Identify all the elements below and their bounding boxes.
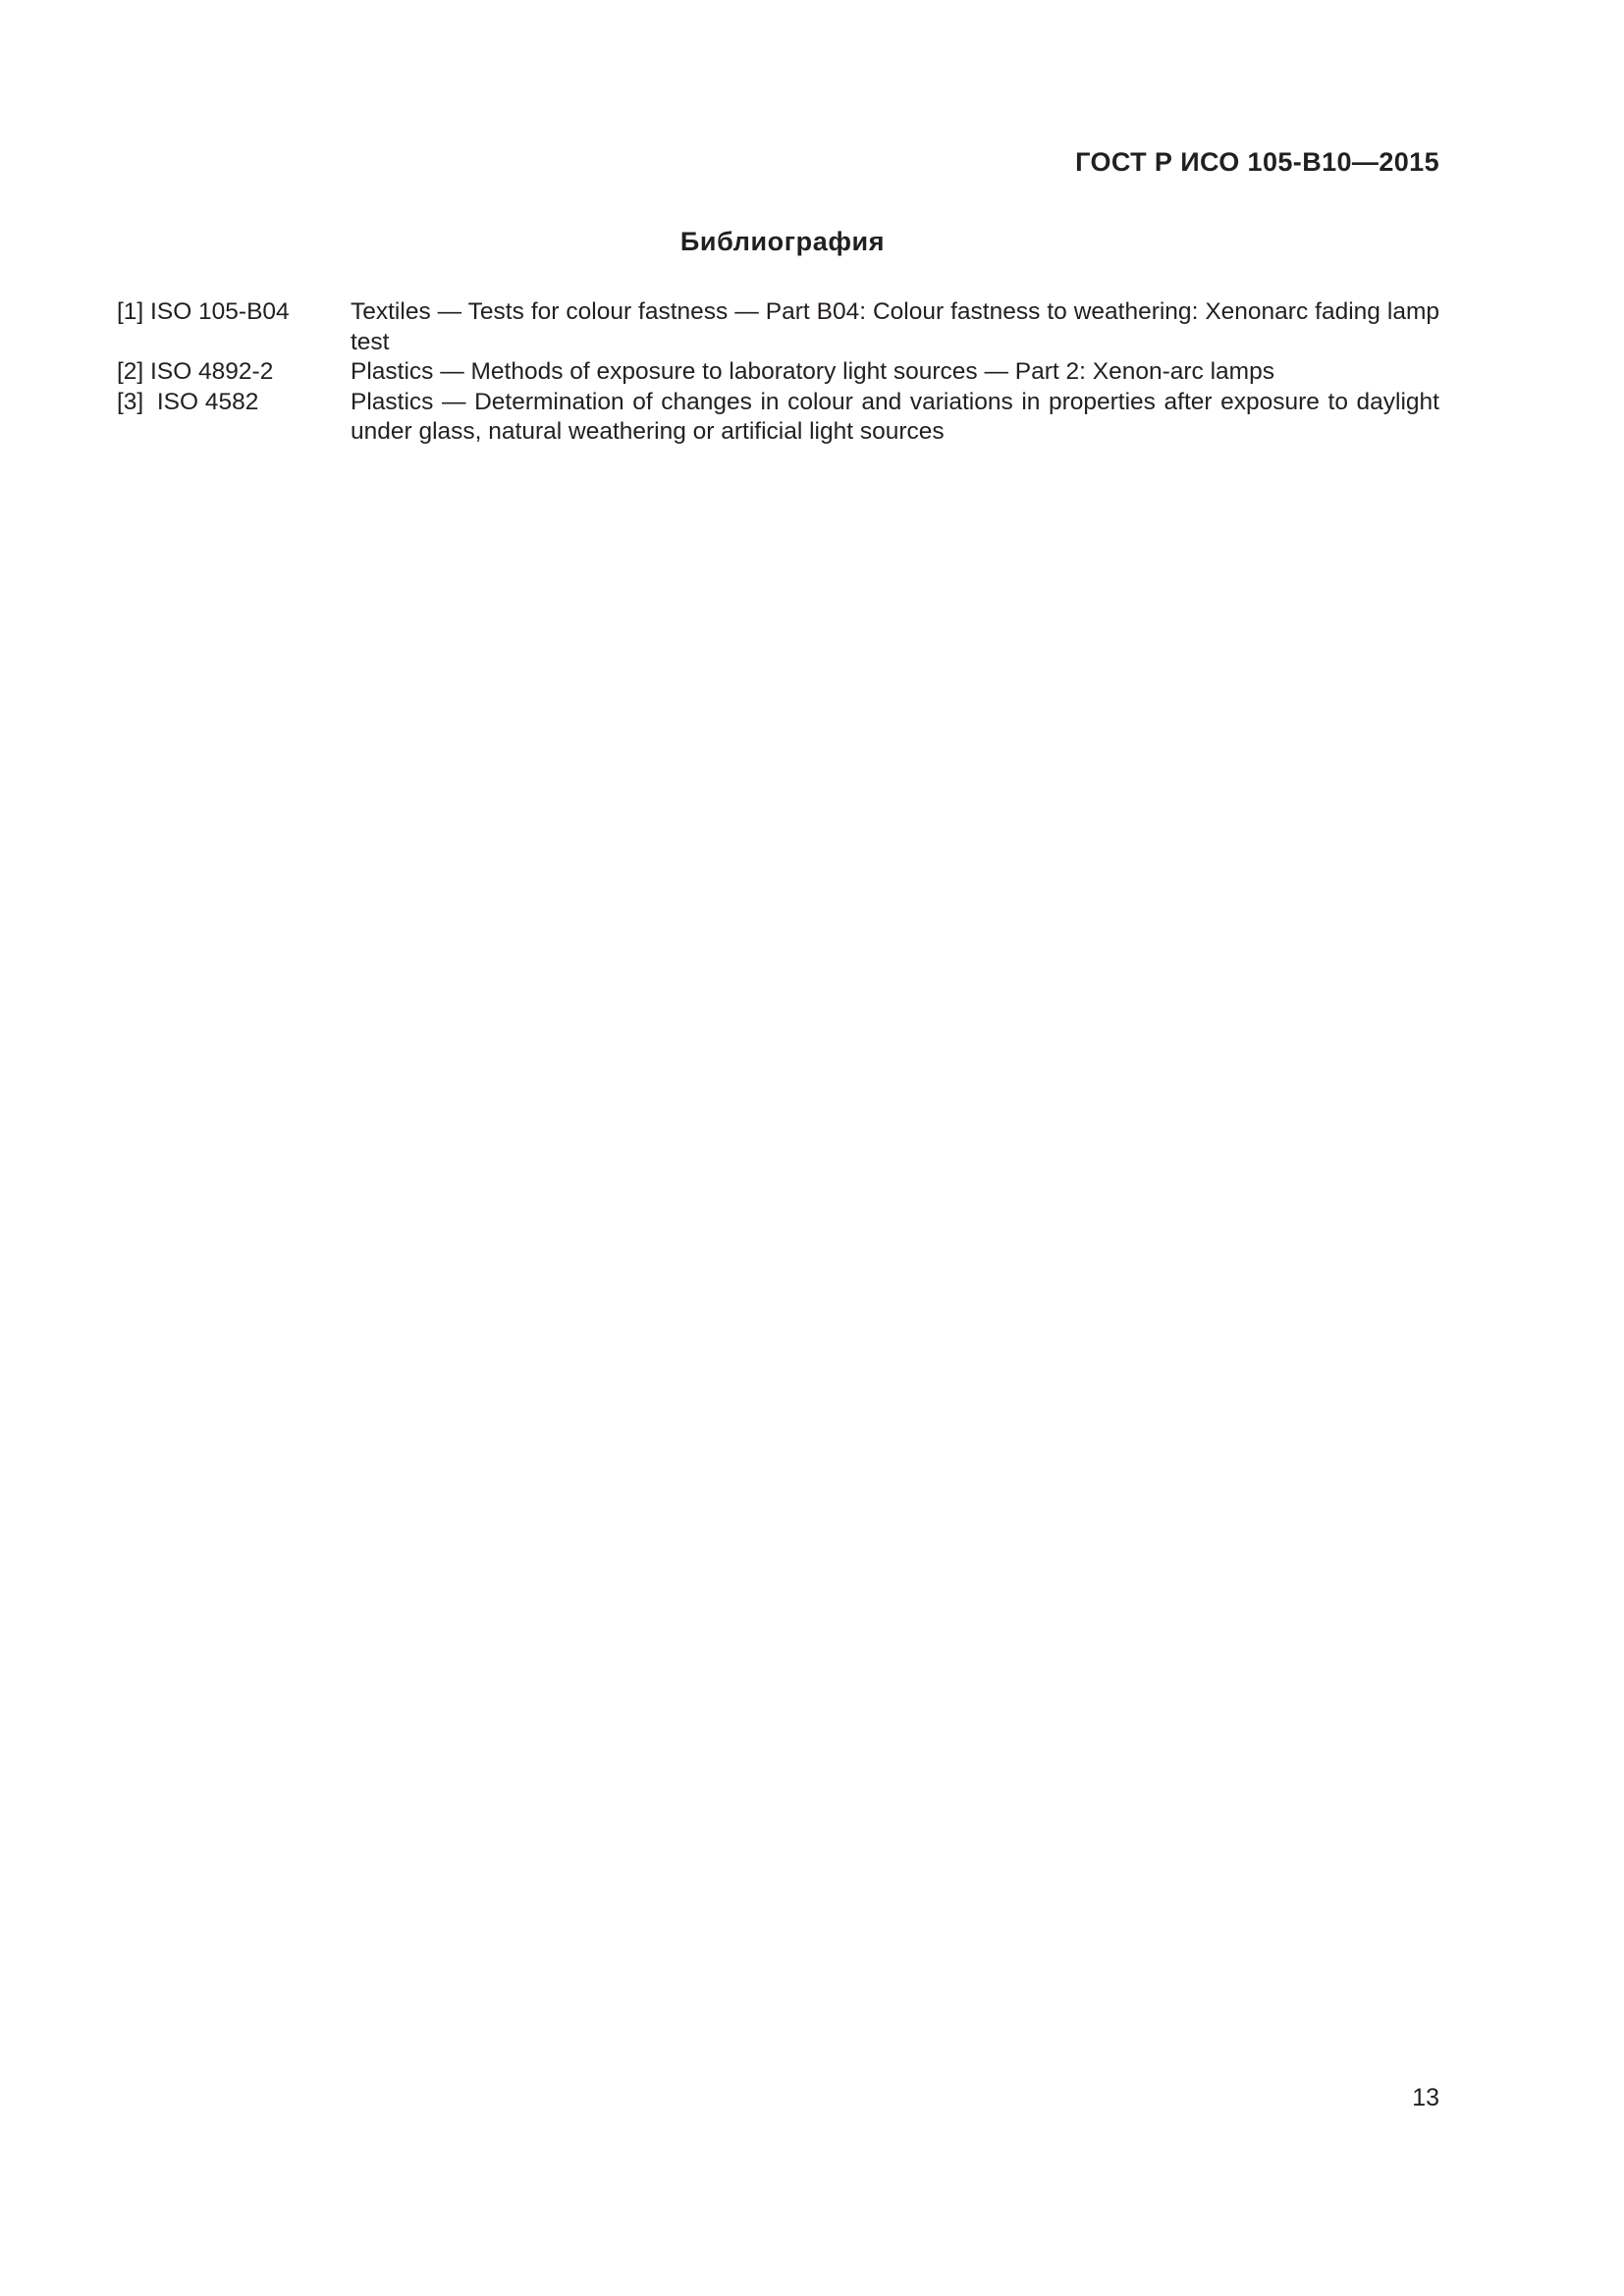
page-number: 13 [1412, 2084, 1439, 2111]
bibliography-entry [117, 388, 1439, 448]
bibliography-ref: [2] ISO 4892-2 [117, 358, 274, 385]
section-title: Библиография [679, 227, 886, 256]
bibliography-title: Plastics — Methods of exposure to laboratory light sources — Part 2: Xenon-arc lamps [351, 358, 1274, 385]
bibliography-entry [117, 297, 1439, 357]
standard-designation: ГОСТ Р ИСО 105-B10—2015 [1075, 147, 1439, 177]
bibliography-ref: [3] ISO 4582 [117, 388, 259, 415]
bibliography-title: Plastics — Determination of changes in colour and variations in properties after exposure to daylight under glass, natural weathering or artificial light sources [351, 388, 1439, 445]
bibliography-ref: [1] ISO 105-B04 [117, 298, 290, 325]
bibliography-entry [117, 357, 1439, 388]
bibliography-title: Textiles — Tests for colour fastness — Part B04: Colour fastness to weathering: Xenonarc fading lamp test [351, 298, 1439, 355]
bibliography-list [117, 297, 1439, 448]
